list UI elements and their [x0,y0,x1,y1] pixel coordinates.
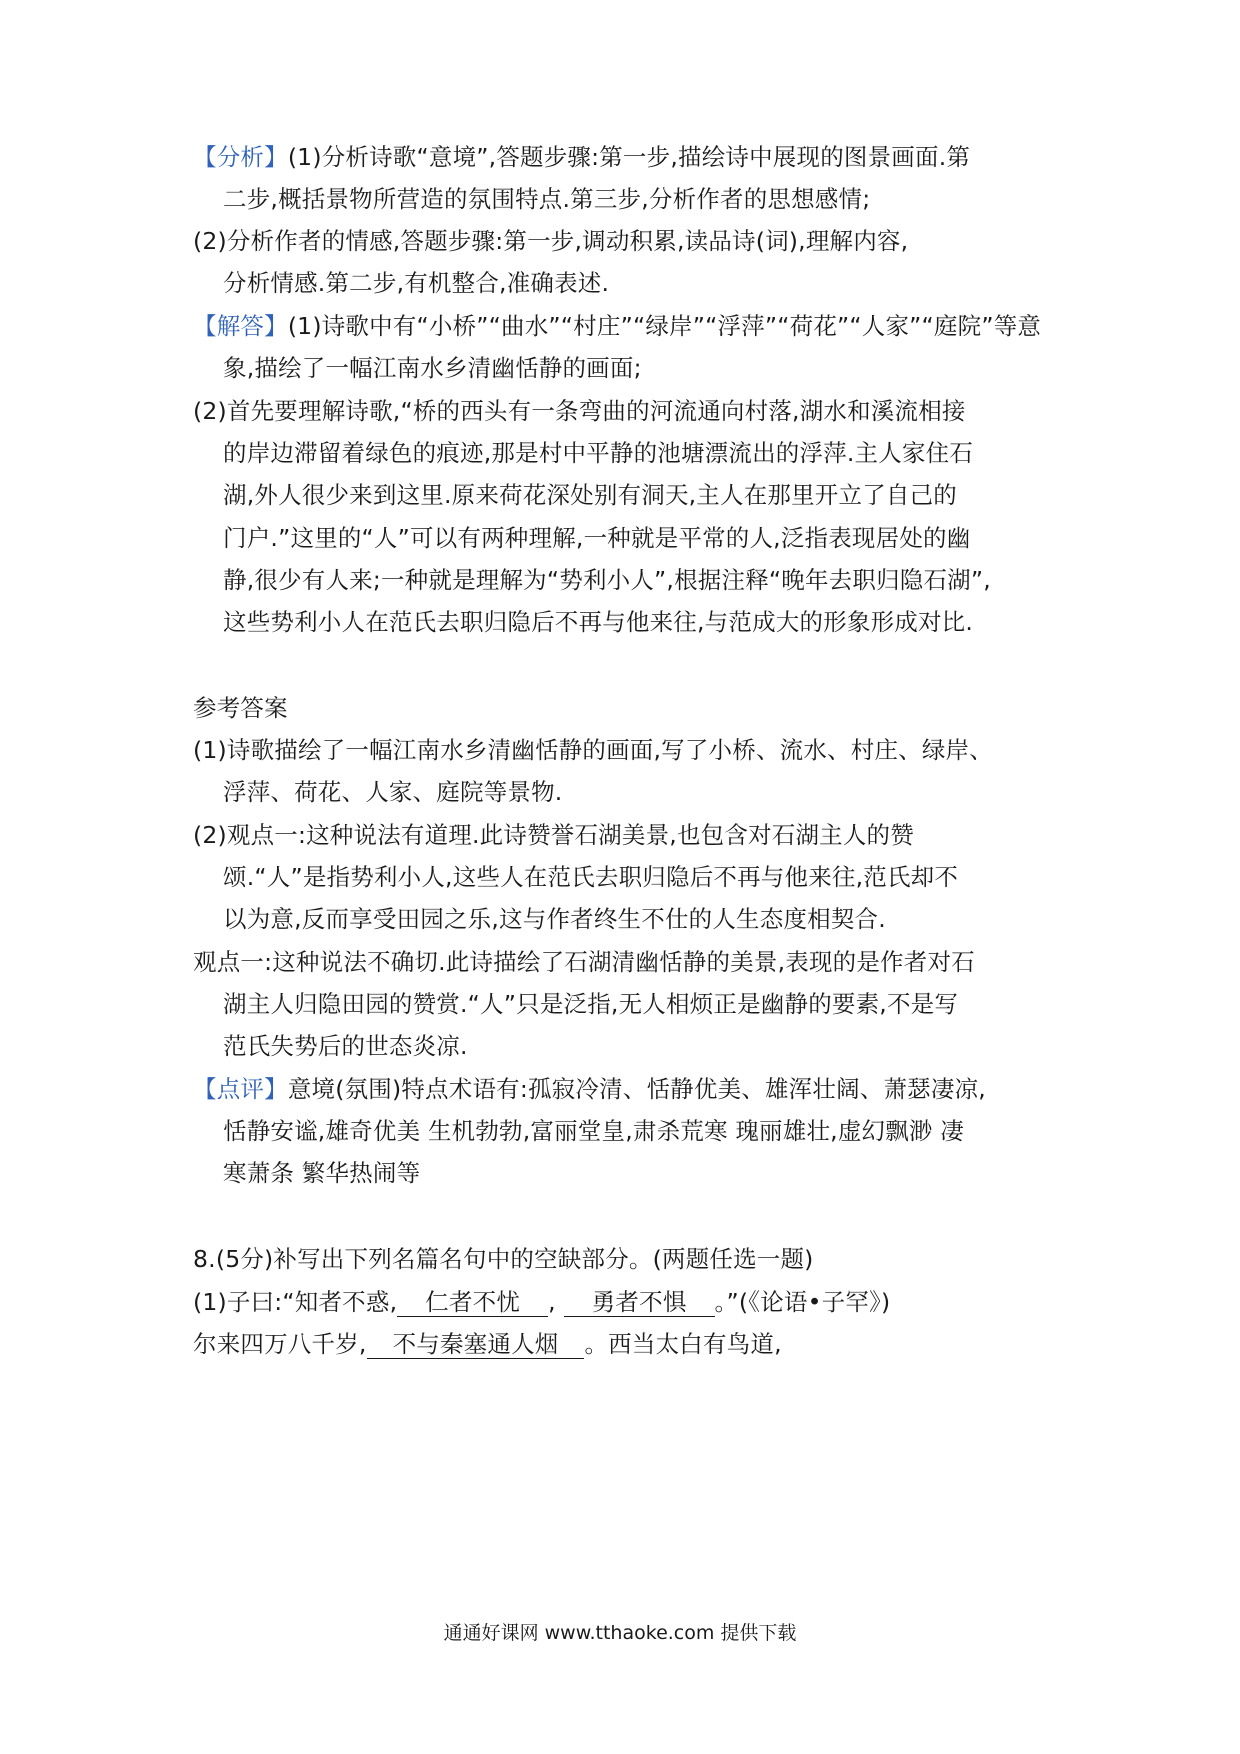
q2-suffix: 。西当太白有鸟道, [584,1330,782,1358]
page-footer: 通通好课网 www.tthaoke.com 提供下载 [443,1622,797,1644]
analysis-text: (1)分析诗歌“意境”,答题步骤:第一步,描绘诗中展现的图景画面.第 [287,143,971,171]
answer-tag: 【解答】 [193,312,288,340]
answer-line-3: (2)首先要理解诗歌,“桥的西头有一条弯曲的河流通向村落,湖水和溪流相接 [193,397,966,425]
comment-line-1 [193,1074,986,1104]
comment-line-3: 寒萧条 繁华热闹等 [223,1159,421,1187]
q2-blank: 不与秦塞通人烟 [367,1330,585,1359]
q1-blank-1: 仁者不忧 [397,1288,548,1317]
answer-line-8: 这些势利小人在范氏去职归隐后不再与他来往,与范成大的形象形成对比. [223,608,974,636]
answer-line-5: 湖,外人很少来到这里.原来荷花深处别有洞天,主人在那里开立了自己的 [223,481,958,509]
analysis-line-4: 分析情感.第二步,有机整合,准确表述. [223,269,610,297]
reference-line-5: 以为意,反而享受田园之乐,这与作者终生不仕的人生态度相契合. [223,905,886,933]
analysis-line-3: (2)分析作者的情感,答题步骤:第一步,调动积累,读品诗(词),理解内容, [193,227,909,255]
q1-suffix: 。”(《论语•子罕》) [714,1288,891,1316]
answer-line-1 [193,311,1041,341]
reference-line-6: 观点一:这种说法不确切.此诗描绘了石湖清幽恬静的美景,表现的是作者对石 [193,948,975,976]
reference-line-3: (2)观点一:这种说法有道理.此诗赞誉石湖美景,也包含对石湖主人的赞 [193,821,914,849]
comment-text: 意境(氛围)特点术语有:孤寂冷清、恬静优美、雄浑壮阔、萧瑟凄凉, [287,1075,986,1103]
q1-separator: , [548,1288,556,1316]
reference-line-7: 湖主人归隐田园的赞赏.“人”只是泛指,无人相烦正是幽静的要素,不是写 [223,990,959,1018]
reference-line-2: 浮萍、荷花、人家、庭院等景物. [223,778,563,806]
comment-tag: 【点评】 [193,1075,288,1103]
answer-line-2: 象,描绘了一幅江南水乡清幽恬静的画面; [223,354,642,382]
q1-prefix: (1)子曰:“知者不惑, [193,1288,398,1316]
question-8-stem: 8.(5分)补写出下列名篇名句中的空缺部分。(两题任选一题) [193,1245,814,1273]
analysis-line-1 [193,142,970,172]
question-8-item-2 [193,1329,782,1359]
answer-line-4: 的岸边滞留着绿色的痕迹,那是村中平静的池塘漂流出的浮萍.主人家住石 [223,439,974,467]
reference-title: 参考答案 [193,694,288,722]
reference-line-4: 颂.“人”是指势利小人,这些人在范氏去职归隐后不再与他来往,范氏却不 [223,863,959,891]
answer-line-7: 静,很少有人来;一种就是理解为“势利小人”,根据注释“晚年去职归隐石湖”, [223,566,991,594]
q2-prefix: 尔来四万八千岁, [193,1330,367,1358]
reference-line-8: 范氏失势后的世态炎凉. [223,1032,468,1060]
answer-text: (1)诗歌中有“小桥”“曲水”“村庄”“绿岸”“浮萍”“荷花”“人家”“庭院”等意 [287,312,1042,340]
reference-line-1: (1)诗歌描绘了一幅江南水乡清幽恬静的画面,写了小桥、流水、村庄、绿岸、 [193,736,993,764]
comment-line-2: 恬静安谧,雄奇优美 生机勃勃,富丽堂皇,肃杀荒寒 瑰丽雄壮,虚幻飘渺 凄 [223,1117,964,1145]
analysis-tag: 【分析】 [193,143,288,171]
question-8-item-1 [193,1287,890,1317]
analysis-line-2: 二步,概括景物所营造的氛围特点.第三步,分析作者的思想感情; [223,185,871,213]
answer-line-6: 门户.”这里的“人”可以有两种理解,一种就是平常的人,泛指表现居处的幽 [223,524,971,552]
q1-blank-2: 勇者不惧 [564,1288,715,1317]
